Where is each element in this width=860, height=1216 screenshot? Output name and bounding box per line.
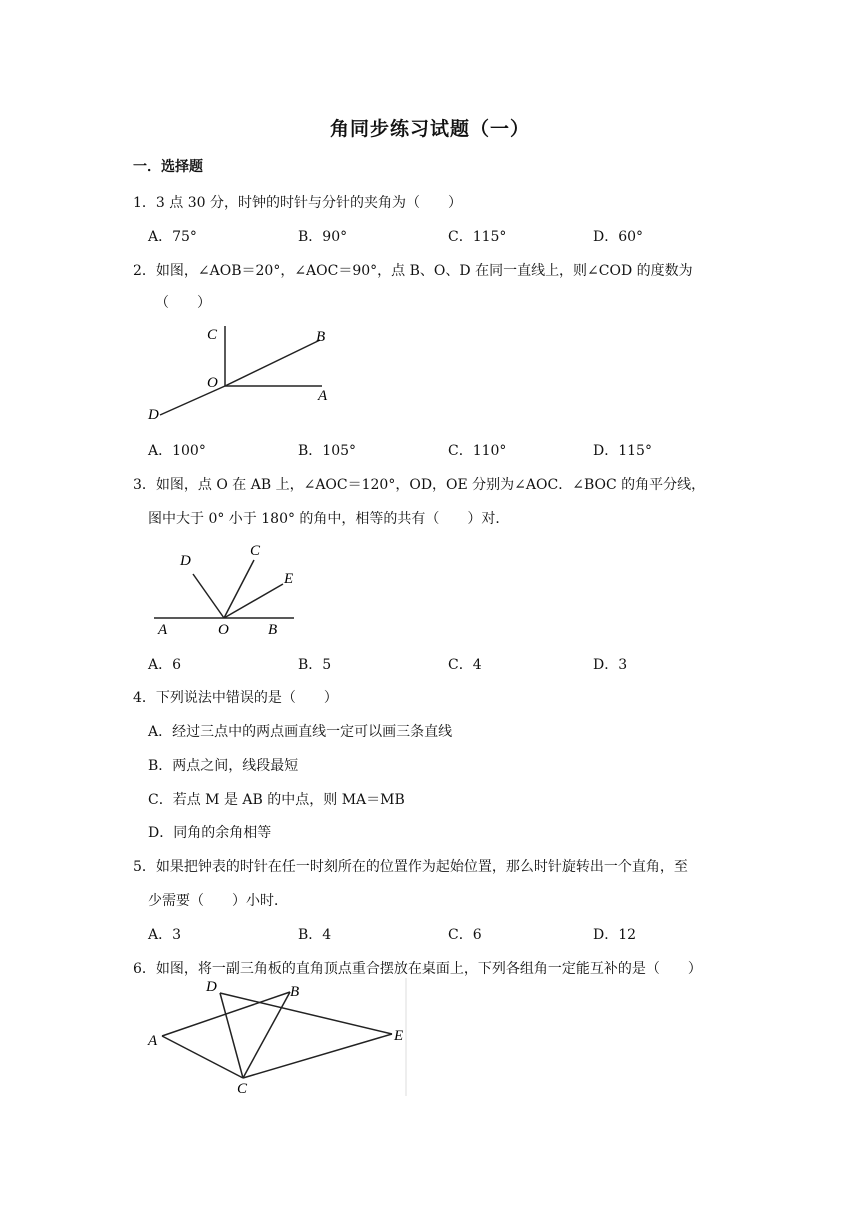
question-5-text-line1: 5．如果把钟表的时针在任一时刻所在的位置作为起始位置，那么时针旋转出一个直角，至 — [133, 859, 688, 875]
q4-option-c: C．若点 M 是 AB 的中点，则 MA＝MB — [148, 792, 405, 808]
q4-option-a: A．经过三点中的两点画直线一定可以画三条直线 — [148, 724, 453, 740]
q1-option-c: C．115° — [448, 229, 507, 245]
segment-de — [220, 993, 392, 1034]
label-a: A — [318, 388, 328, 404]
question-4-text: 4．下列说法中错误的是（ ） — [133, 690, 338, 706]
question-2-figure — [140, 318, 350, 428]
q4-option-d: D．同角的余角相等 — [148, 825, 272, 841]
section-heading: 一．选择题 — [133, 159, 203, 175]
question-6-text: 6．如图，将一副三角板的直角顶点重合摆放在桌面上，下列各组角一定能互补的是（ ） — [133, 961, 702, 977]
label-c: C — [250, 543, 261, 559]
q2-option-d: D．115° — [593, 443, 652, 459]
question-6-figure — [140, 976, 415, 1100]
label-o: O — [207, 375, 218, 391]
question-3-text-line2: 图中大于 0° 小于 180° 的角中，相等的共有（ ）对． — [148, 511, 510, 527]
question-2-text-line2: （ ） — [155, 295, 211, 311]
q1-option-b: B．90° — [298, 229, 348, 245]
page-title: 角同步练习试题（一） — [329, 118, 530, 140]
question-1-text: 1．3 点 30 分，时钟的时针与分针的夹角为（ ） — [133, 195, 462, 211]
label-a: A — [158, 622, 168, 638]
q5-option-c: C．6 — [448, 927, 482, 943]
q1-option-a: A．75° — [148, 229, 197, 245]
ray-ob — [225, 340, 320, 386]
q2-option-c: C．110° — [448, 443, 507, 459]
label-b: B — [268, 622, 278, 638]
label-d: D — [148, 407, 159, 423]
q5-option-d: D．12 — [593, 927, 637, 943]
q3-option-b: B．5 — [298, 657, 332, 673]
label-c: C — [207, 327, 218, 343]
q3-option-a: A．6 — [148, 657, 182, 673]
q2-option-b: B．105° — [298, 443, 357, 459]
segment-ac — [162, 1036, 243, 1078]
q5-option-b: B．4 — [298, 927, 332, 943]
segment-ce — [243, 1034, 392, 1078]
segment-dc — [220, 993, 243, 1078]
question-3-text-line1: 3．如图，点 O 在 AB 上，∠AOC＝120°，OD，OE 分别为∠AOC．∠BOC 的角平分线， — [133, 477, 706, 493]
label-b: B — [290, 984, 300, 1000]
q4-option-b: B．两点之间，线段最短 — [148, 758, 299, 774]
label-o: O — [218, 622, 229, 638]
segment-bc — [243, 992, 290, 1078]
label-d: D — [206, 979, 217, 995]
label-c: C — [237, 1081, 248, 1097]
q1-option-d: D．60° — [593, 229, 644, 245]
question-2-text-line1: 2．如图，∠AOB＝20°，∠AOC＝90°，点 B、O、D 在同一直线上，则∠COD 的度数为 — [133, 263, 693, 279]
question-5-text-line2: 少需要（ ）小时． — [148, 893, 288, 909]
ray-od — [193, 574, 224, 618]
q3-option-d: D．3 — [593, 657, 628, 673]
label-d: D — [180, 553, 191, 569]
q2-option-a: A．100° — [148, 443, 206, 459]
label-a: A — [148, 1033, 158, 1049]
q5-option-a: A．3 — [148, 927, 182, 943]
q3-option-c: C．4 — [448, 657, 482, 673]
question-3-figure — [148, 538, 308, 638]
label-e: E — [394, 1028, 404, 1044]
label-e: E — [284, 571, 294, 587]
label-b: B — [316, 329, 326, 345]
